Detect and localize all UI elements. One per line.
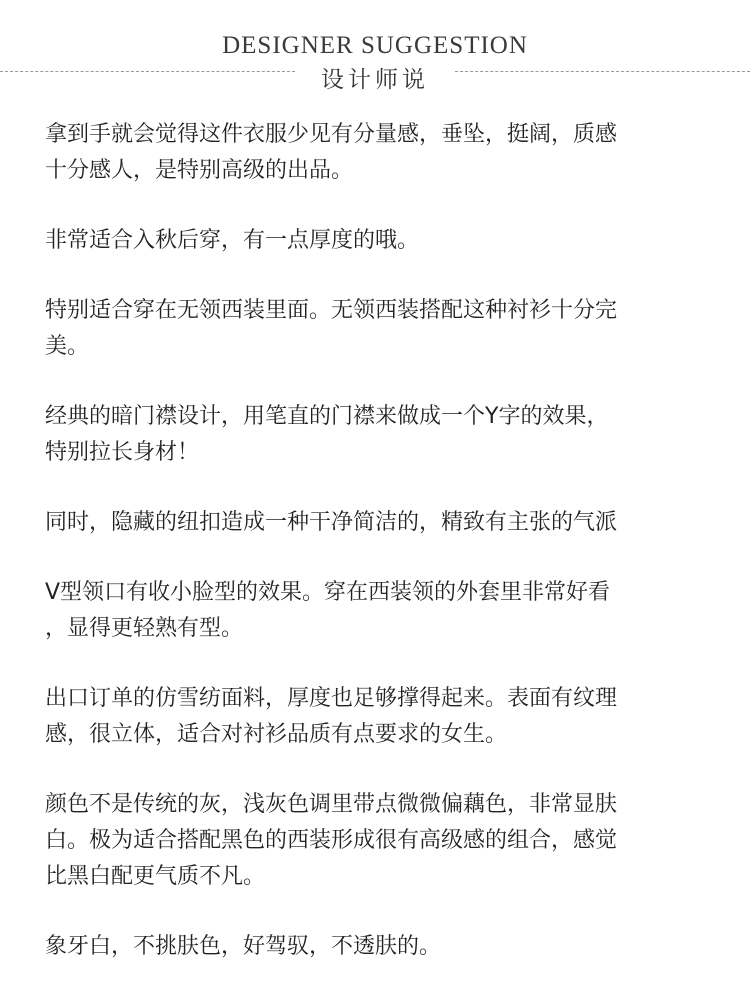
paragraph-color: 颜色不是传统的灰，浅灰色调里带点微微偏藕色，非常显肤 白。极为适合搭配黑色的西装形成很有高级感的组合，感觉 比黑白配更气质不凡。 xyxy=(45,792,618,889)
paragraph-placket: 经典的暗门襟设计，用笔直的门襟来做成一个Y字的效果， 特别拉长身材！ xyxy=(45,404,609,465)
section-header xyxy=(0,0,750,100)
paragraph-weight: 拿到手就会觉得这件衣服少见有分量感，垂坠，挺阔，质感 十分感人，是特别高级的出品。 xyxy=(45,122,618,183)
paragraph-styling: 特别适合穿在无领西装里面。无领西装搭配这种衬衫十分完 美。 xyxy=(45,298,618,359)
header-title-en: DESIGNER SUGGESTION xyxy=(222,32,528,59)
paragraph-buttons: 同时，隐藏的纽扣造成一种干净简洁的，精致有主张的气派 xyxy=(45,510,618,535)
paragraph-neckline: V型领口有收小脸型的效果。穿在西装领的外套里非常好看 ，显得更轻熟有型。 xyxy=(45,580,611,641)
header-divider-right xyxy=(455,71,750,72)
paragraph-season: 非常适合入秋后穿，有一点厚度的哦。 xyxy=(45,228,420,253)
paragraph-fabric: 出口订单的仿雪纺面料，厚度也足够撑得起来。表面有纹理 感，很立体，适合对衬衫品质有点要求的女生。 xyxy=(45,686,618,747)
paragraph-ivory: 象牙白，不挑肤色，好驾驭，不透肤的。 xyxy=(45,934,442,959)
header-title-cn: 设计师说 xyxy=(321,67,429,93)
description-body xyxy=(45,117,715,999)
